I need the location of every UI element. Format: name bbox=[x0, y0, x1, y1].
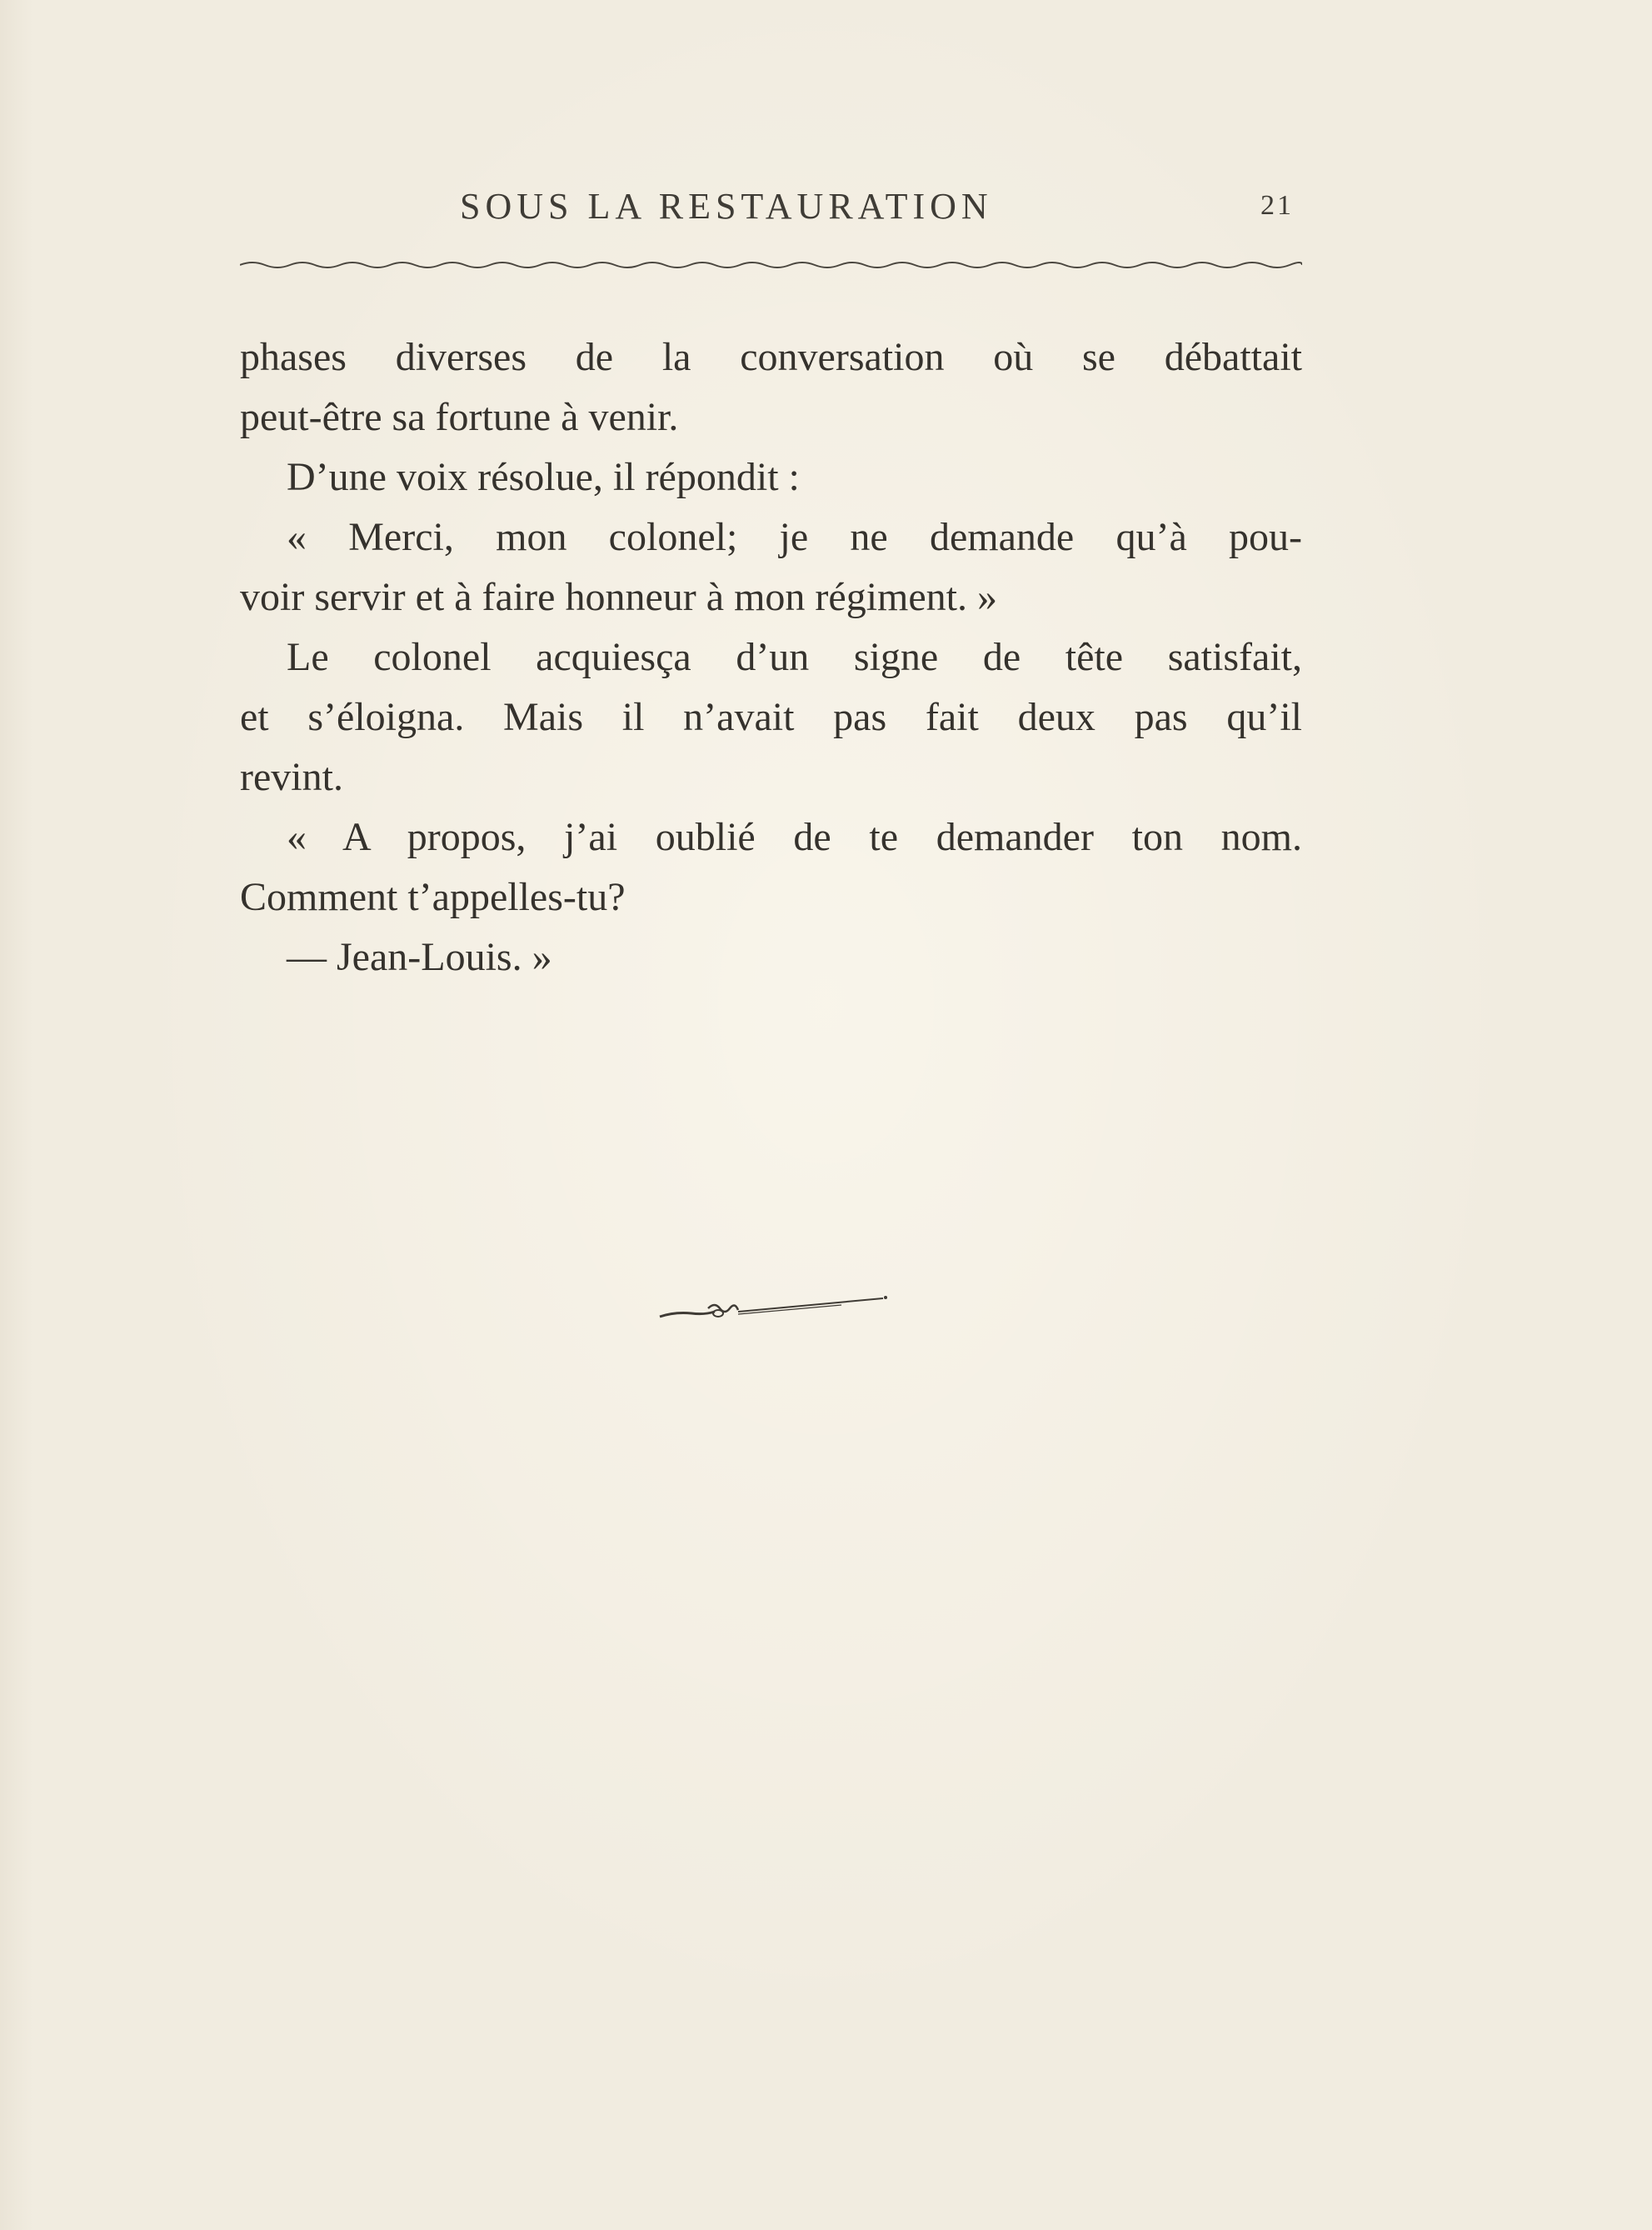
text-line: Le colonel acquiesça d’un signe de tête satisfait, bbox=[287, 635, 1302, 679]
tailpiece-ornament bbox=[658, 1283, 891, 1325]
running-head bbox=[240, 185, 1302, 235]
text-line: D’une voix résolue, il répondit : bbox=[287, 455, 800, 499]
text-line: « A propos, j’ai oublié de te demander ton nom. bbox=[287, 815, 1302, 859]
text-line: et s’éloigna. Mais il n’avait pas fait deux pas qu’il bbox=[240, 695, 1302, 739]
text-line: revint. bbox=[240, 755, 343, 799]
text-line: phases diverses de la conversation où se débattait bbox=[240, 335, 1302, 379]
wavy-rule-ornament bbox=[240, 255, 1302, 275]
text-line: peut-être sa fortune à venir. bbox=[240, 395, 679, 439]
text-line: — Jean-Louis. » bbox=[287, 935, 552, 979]
page-number: 21 bbox=[1260, 190, 1294, 221]
running-title: SOUS LA RESTAURATION bbox=[460, 186, 993, 227]
text-line: voir servir et à faire honneur à mon régiment. » bbox=[240, 575, 997, 619]
text-line: Comment t’appelles-tu? bbox=[240, 875, 626, 919]
text-line: « Merci, mon colonel; je ne demande qu’à pou- bbox=[287, 515, 1302, 559]
body-text bbox=[240, 328, 1302, 988]
